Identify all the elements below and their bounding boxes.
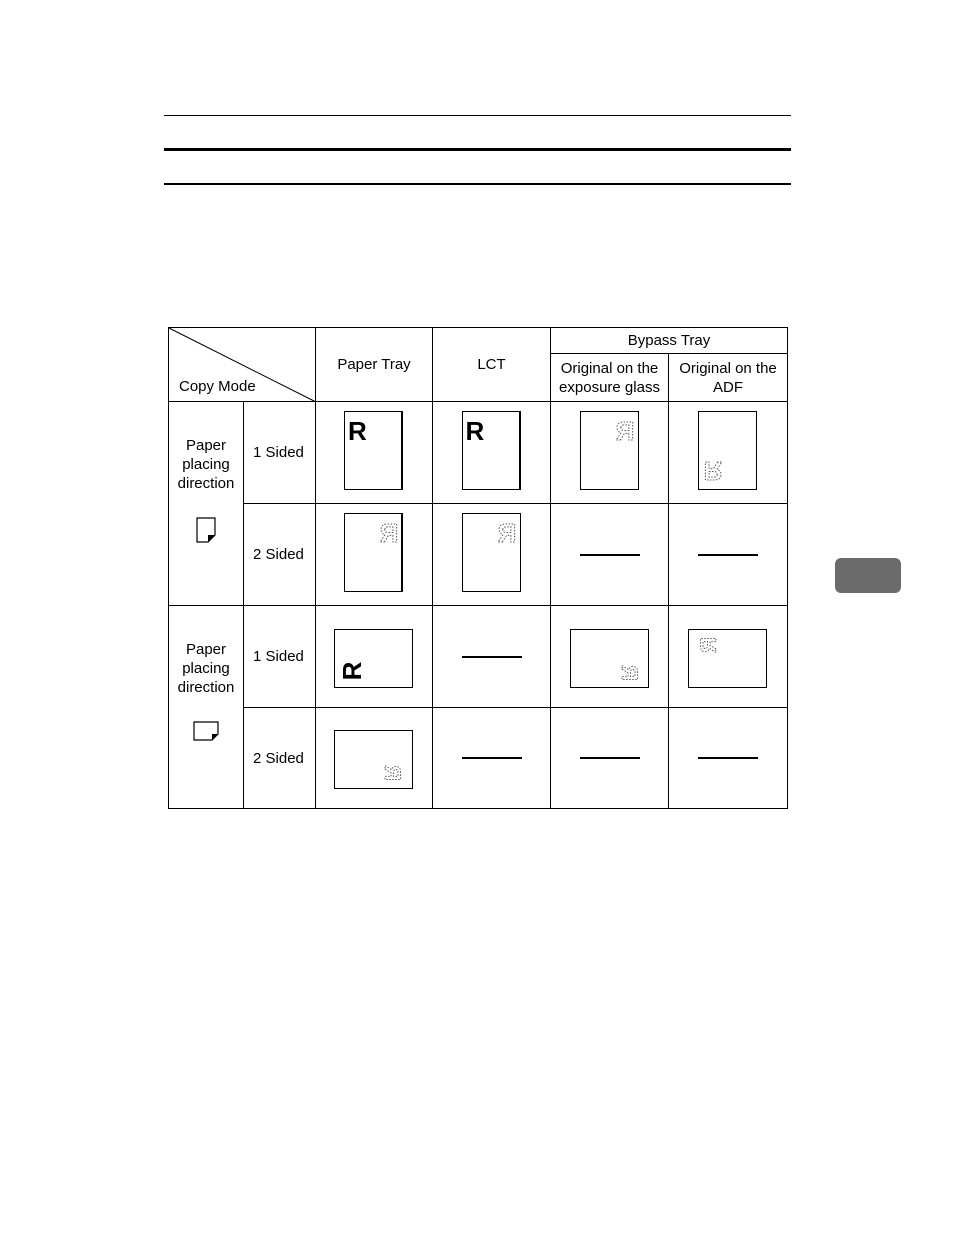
paper-sheet [462, 513, 521, 592]
header-adf: Original on the ADF [669, 354, 788, 402]
svg-text:R: R [497, 517, 516, 548]
paper-sheet [688, 629, 767, 688]
cell-lct [433, 402, 551, 504]
svg-text:R: R [615, 415, 634, 446]
cell-lct [433, 504, 551, 606]
paper-sheet [334, 629, 413, 688]
group-label-line2: placing [182, 660, 230, 677]
header-paper-tray: Paper Tray [316, 328, 433, 402]
not-available-line [698, 757, 758, 759]
landscape-paper-icon [193, 721, 219, 741]
header-rule-top [164, 115, 791, 116]
rotated-mirrored-r-icon [381, 760, 407, 786]
svg-text:R: R [337, 661, 367, 680]
glyph-r: R [348, 415, 367, 446]
portrait-paper-icon [196, 517, 216, 543]
mirrored-r-icon [378, 517, 400, 548]
cell-exposure-glass [551, 402, 669, 504]
copy-mode-label: Copy Mode [179, 378, 256, 395]
paper-sheet [570, 629, 649, 688]
group-label-line3: direction [177, 679, 235, 696]
group-label-line1: Paper [185, 437, 227, 454]
cell-paper-tray [316, 708, 433, 809]
svg-text:R: R [380, 765, 405, 781]
svg-text:R: R [696, 636, 721, 653]
svg-text:R: R [616, 664, 642, 681]
sided-label: 2 Sided [244, 504, 316, 606]
paper-sheet [462, 411, 521, 490]
mirrored-r-icon [614, 415, 636, 446]
sided-label: 1 Sided [244, 606, 316, 708]
cell-exposure-glass [551, 606, 669, 708]
sided-label: 1 Sided [244, 402, 316, 504]
cell-paper-tray [316, 402, 433, 504]
mirrored-r-icon [496, 517, 518, 548]
paper-sheet [344, 513, 403, 592]
header-bypass-tray: Bypass Tray [551, 328, 788, 354]
group-landscape [169, 606, 244, 809]
cell-paper-tray [316, 606, 433, 708]
svg-text:R: R [703, 455, 723, 486]
chapter-tab [835, 558, 901, 593]
group-portrait [169, 402, 244, 606]
paper-sheet [334, 730, 413, 789]
cell-exposure-glass [551, 504, 669, 606]
cell-lct [433, 606, 551, 708]
rotated-r-icon [339, 658, 365, 684]
group-label-line2: placing [182, 456, 230, 473]
copy-mode-corner-cell [169, 328, 316, 402]
cell-adf [669, 402, 788, 504]
group-label-line3: direction [177, 475, 235, 492]
group-label-line1: Paper [185, 641, 227, 658]
inverted-r-icon [702, 455, 724, 486]
cell-adf [669, 504, 788, 606]
header-exposure-glass: Original on the exposure glass [551, 354, 669, 402]
cell-lct [433, 708, 551, 809]
paper-sheet [580, 411, 639, 490]
glyph-r: R [465, 415, 485, 446]
paper-sheet [698, 411, 757, 490]
header-rule-thick [164, 148, 791, 151]
rotated-inverted-r-icon [694, 632, 720, 658]
rotated-mirrored-r-icon [618, 660, 644, 686]
not-available-line [580, 554, 640, 556]
cell-adf [669, 606, 788, 708]
header-lct: LCT [433, 328, 551, 402]
not-available-line [698, 554, 758, 556]
paper-sheet [344, 411, 403, 490]
cell-adf [669, 708, 788, 809]
cell-exposure-glass [551, 708, 669, 809]
cell-paper-tray [316, 504, 433, 606]
copy-mode-table [168, 327, 788, 809]
svg-text:R: R [379, 517, 399, 548]
not-available-line [462, 656, 522, 658]
header-rule-bottom [164, 183, 791, 185]
not-available-line [462, 757, 522, 759]
sided-label: 2 Sided [244, 708, 316, 809]
not-available-line [580, 757, 640, 759]
